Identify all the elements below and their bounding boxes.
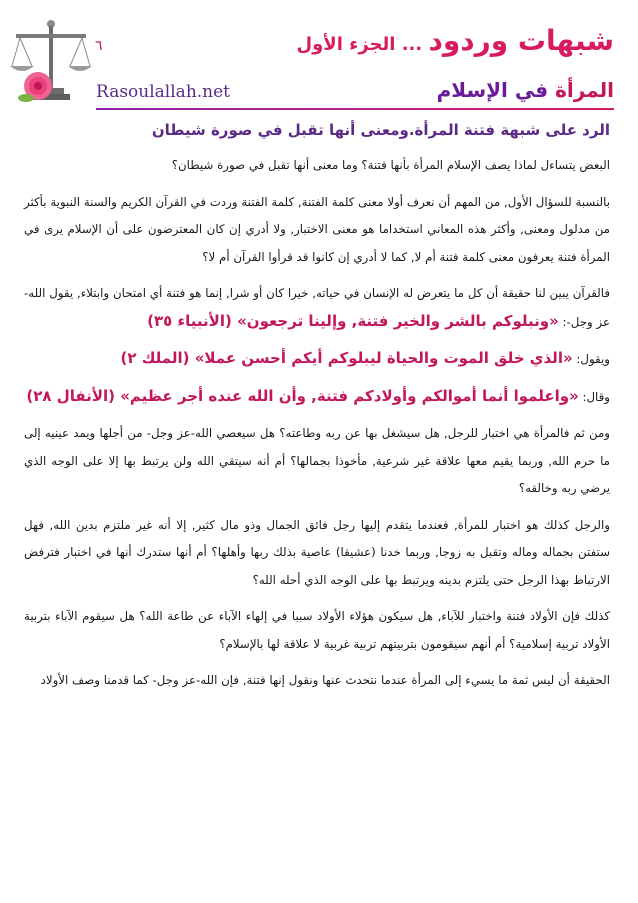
site-url: Rasoulallah.net xyxy=(96,82,231,102)
scales-of-justice-logo xyxy=(10,14,92,106)
paragraph-3-text: فالقرآن يبين لنا حقيقة أن كل ما يتعرض له الإنسان في حياته, خيرا كان أو شرا, إنما هو فتنة أي امتحان وابتلاء, يقول الله-عز وجل-: xyxy=(24,286,610,329)
quran-verse-mulk: «الذي خلق الموت والحياة ليبلوكم أيكم أحسن عملا» (الملك ٢) xyxy=(120,349,573,367)
paragraph-9: الحقيقة أن ليس ثمة ما يسيء إلى المرأة عندما نتحدث عنها ونقول إنها فتنة, فإن الله-عز وجل- كما قدمنا وصف الأولاد xyxy=(40,673,610,687)
paragraph-5 xyxy=(24,383,610,412)
paragraph-3 xyxy=(24,280,610,336)
paragraph-6: ومن ثم فالمرأة هي اختبار للرجل, هل سيشغل بها عن ربه وطاعته؟ هل سيعصي الله-عز وجل- من أجلها ويمد عينيه إلى ما حرم الله, وربما يقيم معها علاقة غير شرعية, مأخوذا بجمالها؟ أم أنه سيتقي الله ولن يرتبط بها إلا على الوجه الذي يرضي ربه وخالقه؟ xyxy=(24,426,610,495)
paragraph-4 xyxy=(24,345,610,374)
section-title xyxy=(437,78,614,102)
article-body xyxy=(24,118,610,704)
paragraph-1: البعض يتساءل لماذا يصف الإسلام المرأة بأنها فتنة؟ وما معنى أنها تقبل في صورة شيطان؟ xyxy=(171,158,610,172)
section-title-word1: المرأة xyxy=(555,78,614,102)
page-number: ٦ xyxy=(95,38,103,54)
section-title-word2: في الإسلام xyxy=(436,78,556,102)
paragraph-4-intro: ويقول: xyxy=(572,352,610,366)
series-title xyxy=(296,24,614,57)
quran-verse-anbiya: «ونبلوكم بالشر والخير فتنة, وإلينا ترجعون» (الأنبياء ٣٥) xyxy=(147,311,559,330)
paragraph-5-intro: وقال: xyxy=(578,389,610,404)
series-separator: ... xyxy=(395,34,429,55)
series-part: الجزء الأول xyxy=(296,34,396,55)
quran-verse-anfal: «واعلموا أنما أموالكم وأولادكم فتنة, وأن الله عنده أجر عظيم» (الأنفال ٢٨) xyxy=(26,386,579,405)
page-header xyxy=(0,0,638,108)
header-divider xyxy=(96,108,614,110)
series-brand: شبهات وردود xyxy=(428,24,614,57)
paragraph-7: والرجل كذلك هو اختبار للمرأة, فعندما يتقدم إليها رجل فائق الجمال وذو مال كثير, إلا أنه غير ملتزم بدين الله, فهل ستفتن بجماله وماله وتقبل به زوجا, وربما خدنا (عشيقا) عاصية بذلك ربها وأهلها؟ أم أنها ستدرك أنها في اختبار فترفض الارتباط بهذا الرجل حتى يلتزم بدينه ويرتبط بها على الوجه الذي أحله الله؟ xyxy=(24,517,610,587)
article-title: الرد على شبهة فتنة المرأة.ومعنى أنها تقبل في صورة شيطان xyxy=(151,121,610,139)
paragraph-8: كذلك فإن الأولاد فتنة واختبار للآباء, هل سيكون هؤلاء الأولاد سببا في إلهاء الآباء عن طاعة الله؟ هل سيقوم الآباء بتربية الأولاد تربية إسلامية؟ أم أنهم سيقومون بتربيتهم تربية غربية لا علاقة لها بالإسلام؟ xyxy=(24,609,610,651)
paragraph-2: بالنسبة للسؤال الأول, من المهم أن نعرف أولا معنى كلمة الفتنة, كلمة الفتنة وردت في القرآن الكريم والسنة النبوية بأكثر من مدلول ومعنى, وأكثر هذه المعاني استخداما هو معنى الاختبار, ولا أدري إن كان المعترضون على أن الإسلام يرى في المرأة فتنة يعرفون معنى كلمة فتنة أم لا, كما لا أدري إن كانوا قد قرأوا القرآن أم لا؟ xyxy=(24,194,610,264)
